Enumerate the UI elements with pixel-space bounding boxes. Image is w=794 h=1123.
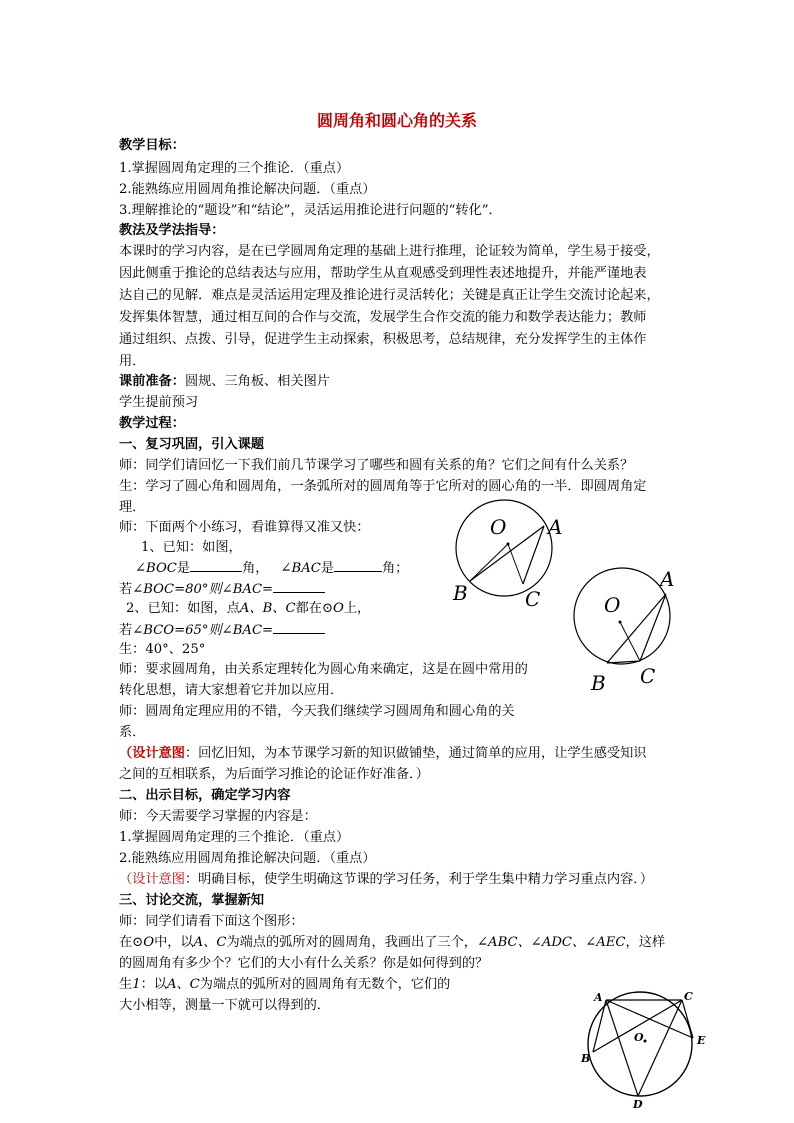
- label-b: B: [591, 671, 606, 695]
- angle-boc: ∠BOC: [135, 561, 177, 576]
- center-dot: [644, 1040, 647, 1043]
- label-a: A: [660, 567, 675, 591]
- method-line: 通过组织、点拨、引导，促进学生主动探索，积极思考，总结规律，充分发挥学生的主体作: [119, 332, 647, 347]
- text-shi: 是: [320, 561, 334, 576]
- answer-blank[interactable]: [334, 558, 382, 572]
- goal-item-3: 3.理解推论的“题设”和“结论”，灵活运用推论进行问题的“转化”．: [119, 203, 502, 218]
- figure-3-circle-diagram: [578, 986, 714, 1110]
- goal-item-2: 2.能熟练应用圆周角推论解决问题．（重点）: [119, 182, 376, 197]
- section1-line: 师：下面两个小练习，看谁算得又准又快：: [119, 520, 370, 535]
- paren: （: [119, 746, 133, 761]
- s3-text: 中，以: [154, 935, 194, 950]
- section2-heading: 二、出示目标，确定学习内容: [119, 788, 291, 803]
- design-text: ：明确目标，使学生明确这节课的学习任务，利于学生集中精力学习重点内容．）: [184, 872, 654, 887]
- radius-ob: [470, 544, 508, 581]
- goal-item-1: 1.掌握圆周角定理的三个推论．（重点）: [119, 161, 350, 176]
- label-d: D: [633, 1098, 643, 1111]
- prep-line: [119, 372, 330, 392]
- design-intent-2: [119, 870, 653, 890]
- section2-line: 2.能熟练应用圆周角推论解决问题．（重点）: [119, 851, 376, 866]
- points-abc: A、B、C: [239, 601, 296, 616]
- exercise-2-text: 2、已知：如图，点: [126, 601, 240, 616]
- method-line: 发挥集体智慧，通过相互间的合作与交流，发展学生合作交流的能力和数学表达能力；教师: [119, 310, 647, 325]
- method-line: 因此侧重于推论的总结表达与应用，帮助学生从直观感受到理性表述地提升，并能严谨地表: [119, 266, 647, 281]
- circle-o: O: [333, 601, 344, 616]
- label-b: B: [581, 1052, 591, 1065]
- figure-1-circle-diagram: [440, 500, 570, 610]
- method-line: 本课时的学习内容，是在已学圆周角定理的基础上进行推理，论证较为简单，学生易于接受，: [119, 244, 660, 259]
- label-o: O: [634, 1031, 644, 1044]
- section1-line: 生：学习了圆心角和圆周角，一条弧所对的圆周角等于它所对的圆心角的一半．即圆周角定: [119, 479, 647, 494]
- section1-line: 师：要求圆周角，由关系定理转化为圆心角来确定，这是在圆中常用的: [119, 662, 528, 677]
- center-dot: [507, 543, 510, 546]
- prep-text: 圆规、三角板、相关图片: [184, 374, 330, 389]
- method-heading: 教法及学法指导：: [119, 223, 225, 238]
- design-intent-1-cont: 之间的互相联系，为后面学习推论的论证作好准备．）: [119, 767, 429, 782]
- goals-heading: 教学目标：: [119, 138, 185, 153]
- design-label: （设计意图: [119, 872, 185, 887]
- section1-line: 系．: [119, 725, 146, 740]
- section3-heading: 三、讨论交流，掌握新知: [119, 893, 265, 908]
- answer-blank[interactable]: [273, 579, 325, 593]
- label-o: O: [604, 593, 621, 617]
- circle-o: O: [143, 935, 155, 950]
- label-e: E: [697, 1034, 706, 1047]
- text-ruo: 若: [119, 582, 133, 597]
- section2-line: 1.掌握圆周角定理的三个推论．（重点）: [119, 830, 350, 845]
- angles-list: ∠ABC、∠ADC、∠AEC: [477, 935, 626, 950]
- label-o: O: [490, 515, 507, 539]
- section3-line: [119, 933, 665, 953]
- exercise-2-condition: [119, 620, 325, 641]
- design-text: ：回忆旧知，为本节课学习新的知识做铺垫，通过简单的应用，让学生感受知识: [184, 746, 647, 761]
- section1-line: 师：同学们请回忆一下我们前几节课学习了哪些和圆有关系的角？它们之间有什么关系？: [119, 458, 634, 473]
- figure-2-circle-diagram: [568, 566, 688, 695]
- exercise-2-text: 都在⊙: [295, 601, 334, 616]
- text-ruo: 若: [119, 623, 133, 638]
- chord-ac: [523, 526, 544, 584]
- text-shi: 是: [176, 561, 191, 576]
- exercise-1-intro: 1、已知：如图，: [141, 540, 242, 555]
- text-jiao: 角；: [382, 561, 409, 576]
- label-c: C: [640, 664, 656, 688]
- radius-oc: [508, 544, 523, 584]
- angle-bac: ∠BAC: [280, 561, 321, 576]
- exercise-2-text: 上，: [343, 601, 371, 616]
- section1-heading: 一、复习巩固，引入课题: [119, 437, 265, 452]
- chord-ad: [606, 1000, 638, 1096]
- section1-line: 师：圆周角定理应用的不错，今天我们继续学习圆周角和圆心角的关: [119, 704, 515, 719]
- exercise-1-condition: [119, 579, 325, 600]
- section3-line: [119, 975, 450, 995]
- s3-text: ：以: [140, 977, 167, 992]
- condition-expression: ∠BOC=80°则∠BAC=: [132, 582, 274, 597]
- s3-text: 在⊙: [119, 935, 144, 950]
- center-dot: [619, 621, 622, 624]
- page-title: 圆周角和圆心角的关系: [316, 111, 477, 130]
- label-c: C: [684, 990, 693, 1003]
- section3-line: 师：同学们请看下面这个图形：: [119, 914, 304, 929]
- section3-line: 的圆周角有多少个？它们的大小有什么关系？你是如何得到的？: [119, 956, 489, 971]
- condition-expression: ∠BCO=65°则∠BAC=: [132, 623, 274, 638]
- chord-ab: [593, 1000, 606, 1052]
- method-line: 用．: [119, 354, 146, 369]
- section1-line: 理．: [119, 500, 146, 515]
- prep-label: 课前准备：: [119, 374, 185, 389]
- label-c: C: [525, 587, 541, 611]
- section1-line: 转化思想，请大家想着它并加以应用．: [119, 683, 344, 698]
- exercise-2-line: [126, 599, 370, 619]
- answer-blank[interactable]: [273, 620, 325, 634]
- s3-text: 为端点的弧所对的圆周角有无数个，它们的: [199, 977, 451, 992]
- s3-text: 为端点的弧所对的圆周角，我画出了三个，: [226, 935, 477, 950]
- points-ac: A、C: [193, 935, 227, 950]
- exercise-1-line: [135, 558, 408, 579]
- section2-line: 师：今天需要学习掌握的内容是：: [119, 809, 317, 824]
- circle: [574, 568, 670, 664]
- chord-ec: [682, 1000, 693, 1038]
- chord-ab: [470, 526, 544, 581]
- s3-text: ，这样: [625, 935, 666, 950]
- label-a: A: [594, 991, 603, 1004]
- section3-line: 大小相等，测量一下就可以得到的．: [119, 998, 330, 1013]
- s3-text: 生: [119, 977, 133, 992]
- design-intent-1: [119, 744, 647, 764]
- prep-line-2: 学生提前预习: [119, 395, 199, 410]
- text-jiao: 角，: [242, 561, 269, 576]
- method-line: 达自己的见解．难点是灵活运用定理及推论进行灵活转化；关键是真正让学生交流讨论起来，: [119, 288, 660, 303]
- process-heading: 教学过程：: [119, 416, 185, 431]
- design-label: 设计意图: [132, 746, 185, 761]
- student-number: 1: [132, 977, 141, 992]
- chord-bc: [593, 1000, 682, 1052]
- label-a: A: [548, 515, 563, 539]
- chord-ac: [640, 594, 666, 661]
- student-answer: 生：40°、25°: [119, 642, 206, 657]
- points-ac: A、C: [166, 977, 200, 992]
- answer-blank[interactable]: [190, 558, 242, 572]
- label-b: B: [453, 581, 468, 605]
